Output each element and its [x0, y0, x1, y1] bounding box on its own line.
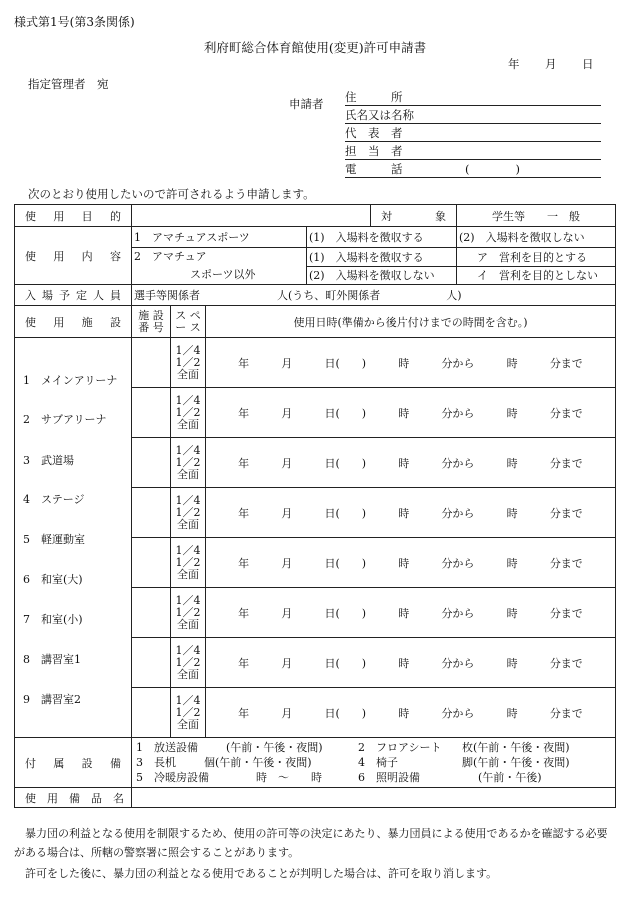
- purpose-label: 使 用 目 的: [15, 205, 132, 227]
- attendance-input[interactable]: 選手等関係者 人(うち、町外関係者 人): [132, 285, 616, 306]
- datetime-header: 使用日時(準備から後片付けまでの時間を含む。): [206, 306, 616, 338]
- address-field[interactable]: 住 所: [345, 88, 601, 106]
- datetime-input[interactable]: 年 月 日( ) 時 分から 時 分まで: [206, 538, 616, 588]
- datetime-input[interactable]: 年 月 日( ) 時 分から 時 分まで: [206, 338, 616, 388]
- facilities-label: 使 用 施 設: [15, 306, 132, 338]
- content-option-non-sports[interactable]: [132, 248, 307, 285]
- space-options[interactable]: 1／4 1／2 全面: [171, 338, 206, 388]
- profit-yes-option[interactable]: ア 営利を目的とする: [457, 248, 616, 267]
- form-title: 利府町総合体育館使用(変更)許可申請書: [203, 40, 427, 55]
- chair: 4 椅子: [358, 756, 398, 769]
- date-month: 月: [545, 57, 557, 71]
- phone-field[interactable]: 電 話 ( ): [345, 160, 601, 178]
- facility-number-input[interactable]: [132, 538, 171, 588]
- facility-item[interactable]: 1 メインアリーナ: [23, 374, 118, 387]
- addressee: 指定管理者 宛: [28, 77, 109, 91]
- broadcast-equipment: 1 放送設備: [136, 741, 198, 754]
- profit-no-option[interactable]: イ 営利を目的としない: [457, 266, 616, 285]
- facility-list: [15, 338, 132, 738]
- intro-text: 次のとおり使用したいので許可されるよう申請します。: [28, 187, 315, 201]
- contact-person-field[interactable]: 担 当 者: [345, 142, 601, 160]
- attendance-label: 入場予定人員: [15, 285, 132, 306]
- application-table: [14, 204, 616, 808]
- facility-item[interactable]: 8 講習室1: [23, 653, 81, 666]
- fee-no-collect-option[interactable]: (2) 入場料を徴収しない: [457, 227, 616, 248]
- datetime-input[interactable]: 年 月 日( ) 時 分から 時 分まで: [206, 388, 616, 438]
- space-options[interactable]: 1／4 1／2 全面: [171, 488, 206, 538]
- supplies-label: 使 用 備 品 名: [15, 788, 132, 808]
- facility-number-input[interactable]: [132, 588, 171, 638]
- form-number: 様式第1号(第3条関係): [14, 15, 135, 29]
- fee-collect-option[interactable]: (1) 入場料を徴収する: [307, 227, 457, 248]
- space-options[interactable]: 1／4 1／2 全面: [171, 638, 206, 688]
- datetime-input[interactable]: 年 月 日( ) 時 分から 時 分まで: [206, 438, 616, 488]
- facility-item[interactable]: 7 和室(小): [23, 613, 83, 626]
- facility-item[interactable]: 6 和室(大): [23, 573, 83, 586]
- facility-item[interactable]: 3 武道場: [23, 454, 74, 467]
- datetime-input[interactable]: 年 月 日( ) 時 分から 時 分まで: [206, 638, 616, 688]
- note-police-inquiry: 暴力団の利益となる使用を制限するため、使用の許可等の決定にあたり、暴力団員による使用であるかを確認する必要がある場合は、所轄の警察署に照会することがあります。: [14, 827, 608, 859]
- equipment-label: 付 属 設 備: [15, 738, 132, 788]
- content-option-amateur-sports[interactable]: 1 アマチュアスポーツ: [132, 227, 307, 248]
- floor-sheet: 2 フロアシート: [358, 741, 442, 754]
- facility-item[interactable]: 9 講習室2: [23, 693, 81, 706]
- non-sports-line1: 2 アマチュア: [134, 250, 207, 263]
- supplies-input[interactable]: [132, 788, 616, 808]
- datetime-input[interactable]: 年 月 日( ) 時 分から 時 分まで: [206, 488, 616, 538]
- facility-number-input[interactable]: [132, 388, 171, 438]
- representative-field[interactable]: 代 表 者: [345, 124, 601, 142]
- facility-number-input[interactable]: [132, 488, 171, 538]
- date-year: 年: [508, 57, 520, 71]
- facility-number-header: 施 設 番 号: [132, 306, 171, 338]
- long-desk: 3 長机: [136, 756, 176, 769]
- fee-no-collect-option-2[interactable]: (2) 入場料を徴収しない: [307, 266, 457, 285]
- content-label: 使 用 内 容: [15, 227, 132, 285]
- target-label: 対 象: [371, 205, 457, 227]
- applicant-label: 申請者: [289, 97, 324, 111]
- air-conditioning: 5 冷暖房設備: [136, 771, 209, 784]
- equipment-list[interactable]: 1 放送設備 (午前・午後・夜間) 2 フロアシート 枚(午前・午後・夜間) 3 長机 個(午前・午後・夜間) 4 椅子 脚(午前・午後・夜間) 5 冷暖房設備 時 ～ 時 6 照明設備 (午前・午後): [132, 738, 616, 788]
- facility-number-input[interactable]: [132, 438, 171, 488]
- space-options[interactable]: 1／4 1／2 全面: [171, 688, 206, 738]
- facility-number-input[interactable]: [132, 338, 171, 388]
- space-options[interactable]: 1／4 1／2 全面: [171, 438, 206, 488]
- name-field[interactable]: 氏名又は名称: [345, 106, 601, 124]
- target-value[interactable]: 学生等 一 般: [457, 205, 616, 227]
- facility-number-input[interactable]: [132, 638, 171, 688]
- facility-number-input[interactable]: [132, 688, 171, 738]
- facility-item[interactable]: 2 サブアリーナ: [23, 413, 107, 426]
- lighting: 6 照明設備: [358, 771, 420, 784]
- purpose-input[interactable]: [132, 205, 371, 227]
- non-sports-line2: スポーツ以外: [190, 268, 256, 281]
- datetime-input[interactable]: 年 月 日( ) 時 分から 時 分まで: [206, 688, 616, 738]
- space-options[interactable]: 1／4 1／2 全面: [171, 538, 206, 588]
- space-options[interactable]: 1／4 1／2 全面: [171, 588, 206, 638]
- space-header: ス ペ ー ス: [171, 306, 206, 338]
- fee-collect-option-2[interactable]: (1) 入場料を徴収する: [307, 248, 457, 267]
- facility-item[interactable]: 4 ステージ: [23, 493, 85, 506]
- facility-item[interactable]: 5 軽運動室: [23, 533, 85, 546]
- datetime-input[interactable]: 年 月 日( ) 時 分から 時 分まで: [206, 588, 616, 638]
- note-revocation: 許可をした後に、暴力団の利益となる使用であることが判明した場合は、許可を取り消します。: [25, 867, 498, 880]
- date-day: 日: [582, 57, 594, 71]
- space-options[interactable]: 1／4 1／2 全面: [171, 388, 206, 438]
